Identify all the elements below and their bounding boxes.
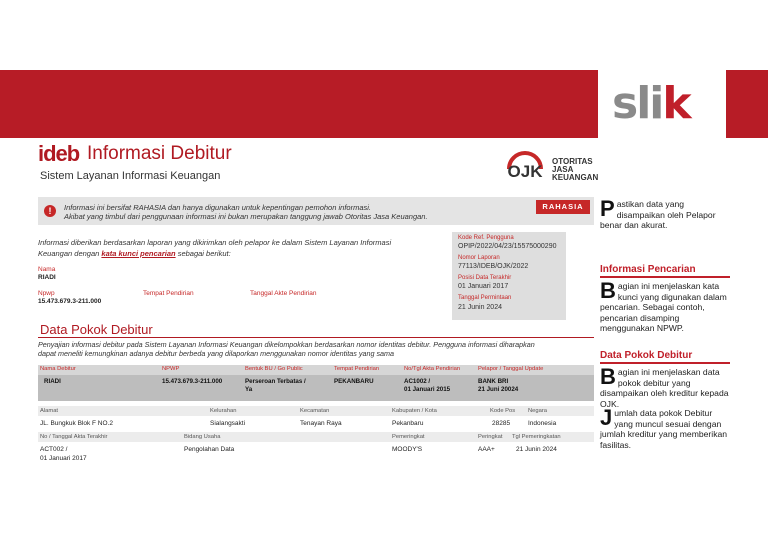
table3-header-peringkat: Peringkat bbox=[478, 434, 503, 440]
table2-header-kodepos: Kode Pos bbox=[490, 408, 516, 414]
npwp-value: 15.473.679.3-211.000 bbox=[38, 298, 102, 305]
sidebar-intro bbox=[600, 196, 730, 231]
table1-bentuk-2: Ya bbox=[245, 386, 253, 393]
nama-label: Nama bbox=[38, 266, 56, 273]
table1-nama: RIADI bbox=[44, 378, 61, 385]
sidebar-intro-dropcap: P bbox=[600, 196, 615, 221]
sidebar-pencarian-divider bbox=[600, 276, 730, 278]
sidebar-intro-text: astikan data yang disampaikan oleh Pelapor benar dan akurat. bbox=[600, 199, 716, 230]
ojk-name-line2: JASA bbox=[552, 165, 574, 174]
sidebar-pencarian-dropcap: B bbox=[600, 278, 616, 303]
nomor-laporan-label: Nomor Laporan bbox=[458, 255, 500, 261]
table3-akta-1: ACT002 / bbox=[40, 446, 68, 453]
section-description bbox=[38, 340, 594, 358]
table1-header-nama: Nama Debitur bbox=[40, 366, 76, 372]
table1-header-tempat: Tempat Pendirian bbox=[334, 366, 380, 372]
page-title: Informasi Debitur bbox=[87, 143, 232, 164]
rahasia-badge: RAHASIA bbox=[536, 200, 590, 214]
table-row bbox=[38, 444, 594, 466]
nomor-laporan-value: 77113/IDEB/OJK/2022 bbox=[458, 263, 529, 270]
table2-alamat: JL. Bungkuk Blok F NO.2 bbox=[40, 420, 113, 427]
intro-text bbox=[38, 237, 398, 259]
sidebar-pokok-divider bbox=[600, 362, 730, 364]
table3-header-bidang: Bidang Usaha bbox=[184, 434, 221, 440]
table3-header-pemeringkat: Pemeringkat bbox=[392, 434, 425, 440]
tanggal-permintaan-label: Tanggal Permintaan bbox=[458, 295, 512, 301]
kode-ref-label: Kode Ref. Pengguna bbox=[458, 235, 514, 241]
table2-kelurahan: Sialangsakti bbox=[210, 420, 246, 427]
section-desc-line1: Penyajian informasi debitur pada Sistem Layanan Informasi Keuangan dikelompokkan berdasarkan nomor identitas debitur. Pengguna informasi diharapkan bbox=[38, 340, 535, 349]
ideb-logo: ideb bbox=[38, 141, 80, 166]
sidebar-pokok-dropcap: B bbox=[600, 364, 616, 389]
intro-text-before: Informasi diberikan berdasarkan laporan yang dikirimkan oleh pelapor ke dalam Sistem Layanan Informasi Keuangan dengan bbox=[38, 238, 392, 258]
table3-akta-2: 01 Januari 2017 bbox=[40, 455, 87, 462]
section-title: Data Pokok Debitur bbox=[40, 322, 153, 337]
sidebar-jumlah-dropcap: J bbox=[600, 405, 613, 430]
table1-tempat: PEKANBARU bbox=[334, 378, 374, 385]
posisi-data-value: 01 Januari 2017 bbox=[458, 283, 509, 290]
alert-icon: ! bbox=[44, 205, 56, 217]
table3-bidang: Pengolahan Data bbox=[184, 446, 235, 453]
table2-header-alamat: Alamat bbox=[40, 408, 59, 414]
page-subtitle: Sistem Layanan Informasi Keuangan bbox=[40, 170, 221, 182]
table1-pelapor-2: 21 Juni 20024 bbox=[478, 386, 519, 393]
section-divider bbox=[38, 337, 594, 338]
posisi-data-label: Posisi Data Terakhir bbox=[458, 275, 512, 281]
table1-akta-2: 01 Januari 2015 bbox=[404, 386, 451, 393]
table2-header-kota: Kabupaten / Kota bbox=[392, 408, 437, 414]
section-desc-line2: dapat meneliti kemungkinan adanya debitur berbeda yang dilaporkan menggunakan nomor identitas yang sama bbox=[38, 349, 395, 358]
table2-kecamatan: Tenayan Raya bbox=[300, 420, 342, 427]
table2-header-kelurahan: Kelurahan bbox=[210, 408, 237, 414]
tempat-pendirian-label: Tempat Pendirian bbox=[143, 290, 194, 297]
search-keyword-link[interactable]: kata kunci pencarian bbox=[101, 249, 176, 258]
sidebar-jumlah-text: umlah data pokok Debitur yang muncul sesuai dengan jumlah kreditur yang memberikan fasilitas. bbox=[600, 408, 728, 450]
slik-logo bbox=[612, 78, 690, 129]
table2-header-kecamatan: Kecamatan bbox=[300, 408, 330, 414]
table3-header bbox=[38, 432, 594, 442]
notice-line2: Akibat yang timbul dari penggunaan informasi ini bukan merupakan tanggung jawab Otoritas Jasa Keuangan. bbox=[64, 212, 428, 221]
table3-peringkat: AAA+ bbox=[478, 446, 495, 453]
table3-header-tgl: Tgl Pemeringkatan bbox=[512, 434, 561, 440]
slik-logo-main: sli bbox=[612, 78, 663, 129]
npwp-label: Npwp bbox=[38, 290, 55, 297]
kode-ref-value: OPIP/2022/04/23/15575000290 bbox=[458, 243, 557, 250]
intro-text-after: sebagai berikut: bbox=[177, 249, 231, 258]
sidebar-pokok-text: agian ini menjelaskan data pokok debitur yang disampaikan oleh kreditur kepada OJK. bbox=[600, 367, 729, 409]
table2-negara: Indonesia bbox=[528, 420, 557, 427]
report-meta-box bbox=[452, 232, 566, 320]
table1-header-npwp: NPWP bbox=[162, 366, 180, 372]
table2-kota: Pekanbaru bbox=[392, 420, 424, 427]
sidebar-pencarian-text: agian ini menjelaskan kata kunci yang digunakan dalam pencarian. Sebagai contoh, pencarian disamping menggunakan NPWP. bbox=[600, 281, 727, 333]
table3-tgl: 21 Junin 2024 bbox=[516, 446, 557, 453]
table1-bentuk-1: Perseroan Terbatas / bbox=[245, 378, 306, 385]
table2-kodepos: 28285 bbox=[492, 420, 511, 427]
slik-logo-k: k bbox=[662, 78, 690, 129]
tanggal-akte-label: Tanggal Akte Pendirian bbox=[250, 290, 317, 297]
sidebar-pokok-title: Data Pokok Debitur bbox=[600, 350, 693, 361]
notice-text bbox=[64, 203, 484, 221]
sidebar-jumlah bbox=[600, 405, 730, 450]
ojk-name bbox=[552, 158, 598, 182]
table3-header-akta: No / Tanggal Akta Terakhir bbox=[40, 434, 108, 440]
table2-header-negara: Negara bbox=[528, 408, 548, 414]
ojk-mark: OJK bbox=[507, 162, 543, 181]
table1-npwp: 15.473.679.3-211.000 bbox=[162, 378, 223, 385]
ojk-name-line1: OTORITAS bbox=[552, 157, 593, 166]
sidebar-pokok bbox=[600, 364, 730, 409]
sidebar-pencarian-title: Informasi Pencarian bbox=[600, 264, 696, 275]
table1-header-bentuk: Bentuk BU / Go Public bbox=[245, 366, 303, 372]
nama-value: RIADI bbox=[38, 274, 56, 281]
sidebar-pencarian bbox=[600, 278, 730, 334]
table1-header-akta: No/Tgl Akta Pendirian bbox=[404, 366, 461, 372]
table1-header-pelapor: Pelapor / Tanggal Update bbox=[478, 366, 544, 372]
table1-pelapor-1: BANK BRI bbox=[478, 378, 509, 385]
table3-pemeringkat: MOODY'S bbox=[392, 446, 423, 453]
ojk-name-line3: KEUANGAN bbox=[552, 173, 599, 182]
tanggal-permintaan-value: 21 Junin 2024 bbox=[458, 304, 502, 311]
notice-line1: Informasi ini bersifat RAHASIA dan hanya digunakan untuk kepentingan pemohon informasi. bbox=[64, 203, 371, 212]
table1-akta-1: AC1002 / bbox=[404, 378, 431, 385]
ojk-logo-icon bbox=[503, 147, 547, 185]
